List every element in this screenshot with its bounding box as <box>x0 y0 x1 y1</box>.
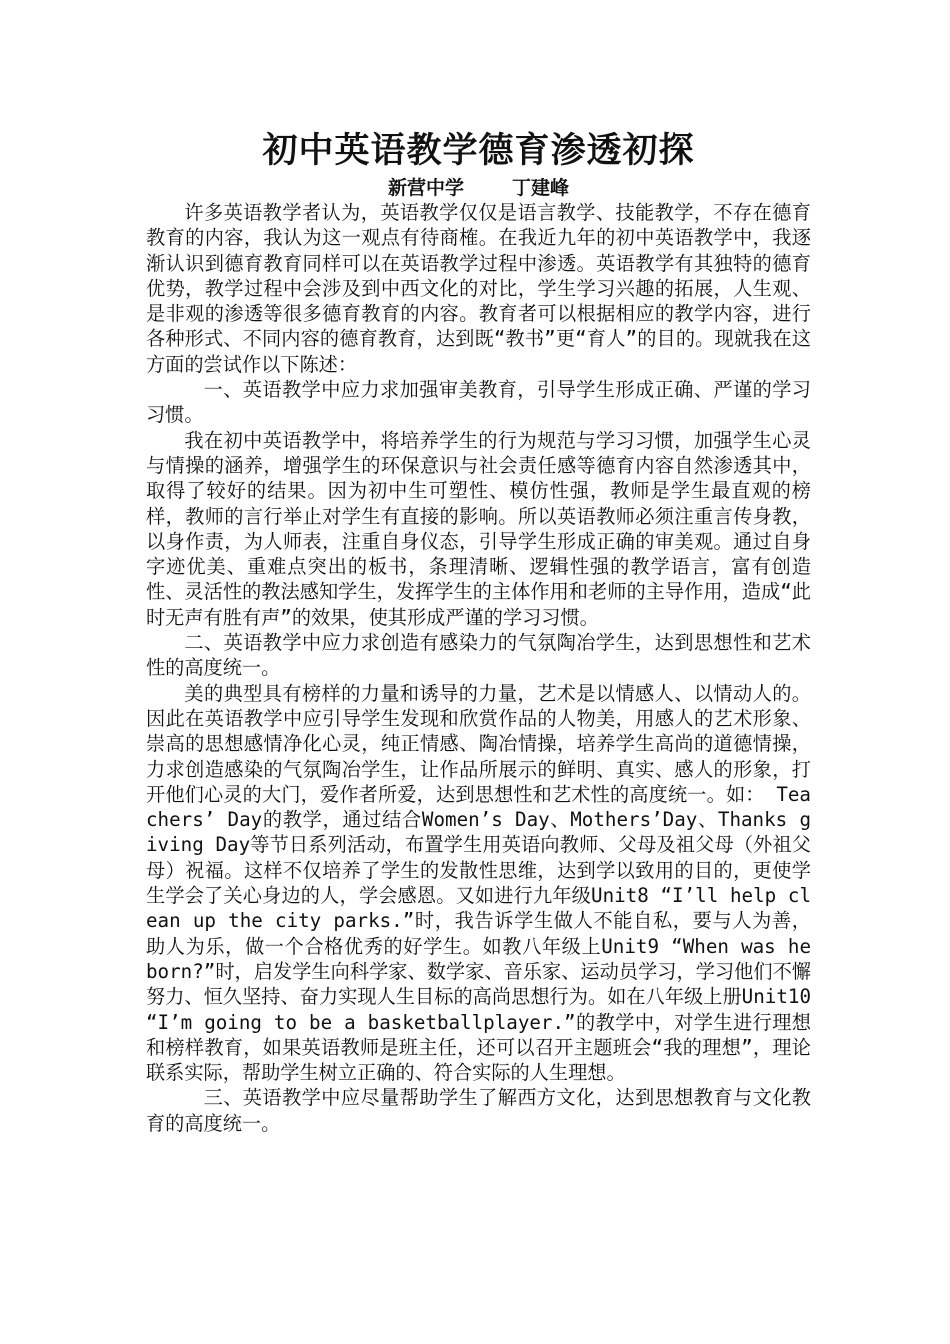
document-body <box>146 200 811 1136</box>
author-school: 新营中学 <box>387 177 464 199</box>
paragraph-section-1: 我在初中英语教学中，将培养学生的行为规范与学习习惯，加强学生心灵与情操的涵养，增强学生的环保意识与社会责任感等德育内容自然渗透其中，取得了较好的结果。因为初中生可塑性、模仿性强，教师是学生最直观的榜样，教师的言行举止对学生有直接的影响。所以英语教师必须注重言传身教，以身作责，为人师表，注重自身仪态，引导学生形成正确的审美观。通过自身字迹优美、重难点突出的板书，条理清晰、逻辑性强的教学语言，富有创造性、灵活性的教法感知学生，发挥学生的主体作用和老师的主导作用，造成“此时无声有胜有声”的效果，使其形成严谨的学习习惯。 <box>146 428 811 629</box>
section-heading-3: 三、英语教学中应尽量帮助学生了解西方文化，达到思想教育与文化教育的高度统一。 <box>146 1086 811 1135</box>
paragraph-section-2: 美的典型具有榜样的力量和诱导的力量，艺术是以情感人、以情动人的。因此在英语教学中应引导学生发现和欣赏作品的人物美，用感人的艺术形象、崇高的思想感情净化心灵，纯正情感、陶冶情操，培养学生高尚的道德情操，力求创造感染的气氛陶冶学生，让作品所展示的鲜明、真实、感人的形象，打开他们心灵的大门，爱作者所爱，达到思想性和艺术性的高度统一。如： Teachers’ Day的教学，通过结合Women’s Day、Mothers’Day、Thanks giving Day等节日系列活动，布置学生用英语向教师、父母及祖父母（外祖父母）祝福。这样不仅培养了学生的发散性思维，达到学以致用的目的，更使学生学会了关心身边的人，学会感恩。又如进行九年级Unit8 “I’ll help clean up the city parks.”时，我告诉学生做人不能自私，要与人为善，助人为乐，做一个合格优秀的好学生。如教八年级上Unit9 “When was he born?”时，启发学生向科学家、数学家、音乐家、运动员学习，学习他们不懈努力、恒久坚持、奋力实现人生目标的高尚思想行为。如在八年级上册Unit10 “I’m going to be a basketballplayer.”的教学中，对学生进行理想和榜样教育，如果英语教师是班主任，还可以召开主题班会“我的理想”，理论联系实际，帮助学生树立正确的、符合实际的人生理想。 <box>146 681 811 1085</box>
document-content <box>146 126 811 1136</box>
author-name: 丁建峰 <box>512 177 570 199</box>
author-line <box>146 176 811 200</box>
paragraph-intro: 许多英语教学者认为，英语教学仅仅是语言教学、技能教学，不存在德育教育的内容，我认为这一观点有待商榷。在我近九年的初中英语教学中，我逐渐认识到德育教育同样可以在英语教学过程中渗透。英语教学有其独特的德育优势，教学过程中会涉及到中西文化的对比，学生学习兴趣的拓展，人生观、是非观的渗透等很多德育教育的内容。教育者可以根据相应的教学内容，进行各种形式、不同内容的德育教育，达到既“教书”更“育人”的目的。现就我在这方面的尝试作以下陈述： <box>146 201 811 376</box>
section-heading-2: 二、英语教学中应力求创造有感染力的气氛陶冶学生，达到思想性和艺术性的高度统一。 <box>146 631 811 680</box>
section-heading-1: 一、英语教学中应力求加强审美教育，引导学生形成正确、严谨的学习习惯。 <box>146 378 811 427</box>
document-title: 初中英语教学德育渗透初探 <box>262 130 695 171</box>
